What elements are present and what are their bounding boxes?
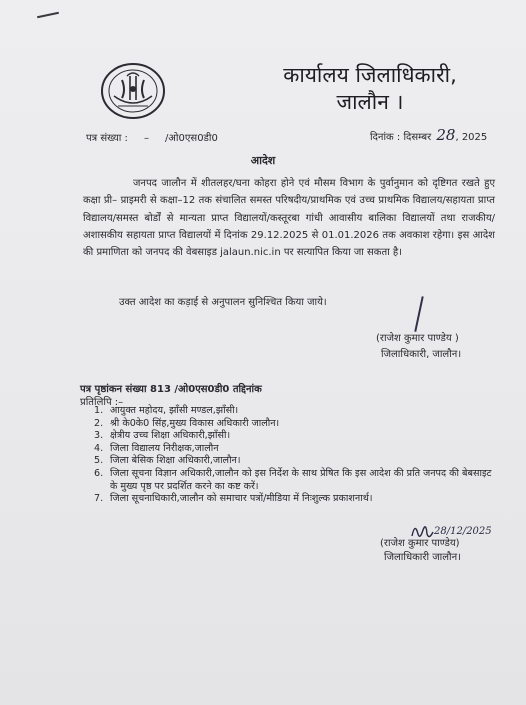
list-item (94, 418, 494, 431)
date-line: दिनांक : दिसम्बर 28, 2025 (370, 126, 488, 144)
letter-number (86, 130, 218, 144)
list-item (94, 405, 494, 418)
list-item-text: आयुक्त महोदय, झाँसी मण्डल,झाँसी। (110, 405, 239, 416)
list-item-text: जिला सूचनाधिकारी,जालौन को समाचार पत्रों/मीडिया में निःशुल्क प्रकाशनार्थ। (110, 493, 373, 505)
letter-number-dash: – (143, 133, 149, 144)
list-item (94, 455, 494, 468)
date-label: दिनांक : दिसम्बर (370, 132, 432, 143)
government-emblem-icon (100, 62, 166, 120)
signatory-name: (राजेश कुमार पाण्डेय ) (376, 333, 459, 344)
endorsement-line: पत्र पृष्ठांकन संख्या 813 /ओ0एस0डी0 तद्दिनांक (80, 384, 262, 395)
signatory-name: (राजेश कुमार पाण्डेय) (380, 538, 460, 549)
list-item-text: जिला विद्यालय निरीक्षक,जालौन (110, 442, 219, 454)
office-title (250, 62, 490, 116)
office-title-line2: जालौन । (336, 90, 404, 114)
copy-to-label: प्रतिलिपि :– (80, 397, 124, 408)
list-item-number: 6. (94, 467, 104, 479)
list-item (94, 430, 494, 443)
date-year: 2025 (461, 132, 488, 143)
list-item-text: क्षेत्रीय उच्च शिक्षा अधिकारी,झाँसी। (110, 430, 231, 442)
office-title-line1: कार्यालय जिलाधिकारी, (283, 63, 457, 87)
date-day-handwritten: 28 (436, 126, 456, 144)
list-item-number: 3. (94, 430, 104, 442)
list-item (94, 468, 494, 493)
copy-to-list (94, 405, 494, 506)
list-item (94, 493, 494, 506)
list-item-number: 4. (94, 442, 104, 454)
signatory-designation: जिलाधिकारी, जालौन। (381, 349, 462, 360)
letter-number-code: /ओ0एस0डी0 (164, 133, 218, 144)
list-item-number: 7. (94, 493, 104, 505)
list-item-text: जिला बेसिक शिक्षा अधिकारी,जालौन। (110, 455, 241, 467)
order-compliance-line: उक्त आदेश का कड़ाई से अनुपालन सुनिश्चित किया जाये। (119, 297, 327, 308)
order-paragraph: जनपद जालौन में शीतलहर/घना कोहरा होने एवं मौसम विभाग के पुर्वानुमान को दृष्टिगत रखते हुए कक्षा प्री– प्राइमरी से कक्षा–12 तक संचालित समस्त परिषदीय/प्राथमिक एवं उच्च प्राथमिक विद्यालय/सहायता प्राप्त विद्यालय/समस्त बोर्डों से मान्यता प्राप्त विद्यालयों/कस्तूरबा गांधी आवासीय बालिका विद्यालयों तथा राजकीय/अशासकीय सहायता प्राप्त विद्यालयों में दिनांक 29.12.2025 से 01.01.2026 तक अवकाश रहेगा। इस आदेश की प्रमाणिता को जनपद की वेबसाइड jalaun.nic.in पर सत्यापित किया जा सकता है। (83, 178, 495, 259)
list-item-number: 1. (94, 405, 104, 416)
list-item-text: जिला सूचना विज्ञान अधिकारी,जालौन को इस निर्देश के साथ प्रेषित कि इस आदेश की प्रति जनपद की बेबसाइट के मुख्य पृष्ठ पर प्रदर्शित करने का कष्ट करें। (110, 467, 492, 492)
list-item-text: श्री के0के0 सिंह,मुख्य विकास अधिकारी जालौन। (110, 417, 280, 429)
list-item-number: 2. (94, 417, 104, 429)
list-item-number: 5. (94, 455, 104, 467)
list-item (94, 443, 494, 456)
pen-stroke (37, 12, 59, 19)
signature-date: 28/12/2025 (434, 526, 492, 537)
letter-number-label: पत्र संख्या : (86, 133, 128, 144)
signatory-designation: जिलाधिकारी जालौन। (384, 552, 461, 563)
order-heading: आदेश (250, 154, 276, 167)
